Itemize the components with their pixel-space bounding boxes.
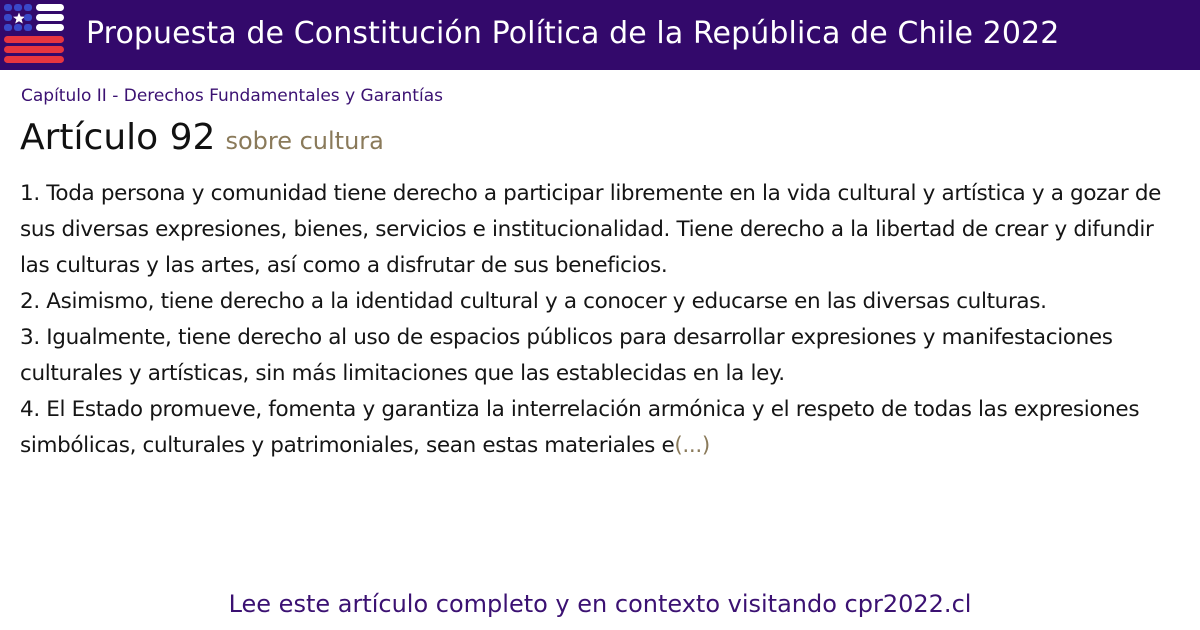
truncation-ellipsis: (...)	[674, 433, 710, 458]
article-title: Artículo 92	[20, 117, 216, 158]
read-full-article-link[interactable]: Lee este artículo completo y en contexto visitando cpr2022.cl	[228, 590, 972, 618]
article-paragraph-4	[20, 392, 1185, 464]
article-paragraph-1: 1. Toda persona y comunidad tiene derecho a participar libremente en la vida cultural y artística y a gozar de sus diversas expresiones, bienes, servicios e institucionalidad. Tiene derecho a la libertad de crear y difundir las culturas y las artes, así como a disfrutar de sus beneficios.	[20, 181, 1162, 278]
article-paragraph-3: 3. Igualmente, tiene derecho al uso de espacios públicos para desarrollar expresiones y manifestaciones culturales y artísticas, sin más limitaciones que las establecidas en la ley.	[20, 325, 1113, 386]
header-bar	[0, 0, 1200, 70]
article-paragraph-4-text: 4. El Estado promueve, fomenta y garantiza la interrelación armónica y el respeto de todas las expresiones simbólicas, culturales y patrimoniales, sean estas materiales e	[20, 397, 1140, 458]
article-paragraph-2: 2. Asimismo, tiene derecho a la identidad cultural y a conocer y educarse en las diversas culturas.	[20, 289, 1047, 314]
site-title: Propuesta de Constitución Política de la República de Chile 2022	[86, 16, 1060, 51]
chapter-breadcrumb: Capítulo II - Derechos Fundamentales y Garantías	[21, 86, 443, 106]
article-topic: sobre cultura	[225, 127, 384, 155]
article-body	[20, 176, 1185, 464]
chile-flag-dot-grid-icon	[0, 0, 70, 70]
article-heading	[20, 112, 384, 170]
